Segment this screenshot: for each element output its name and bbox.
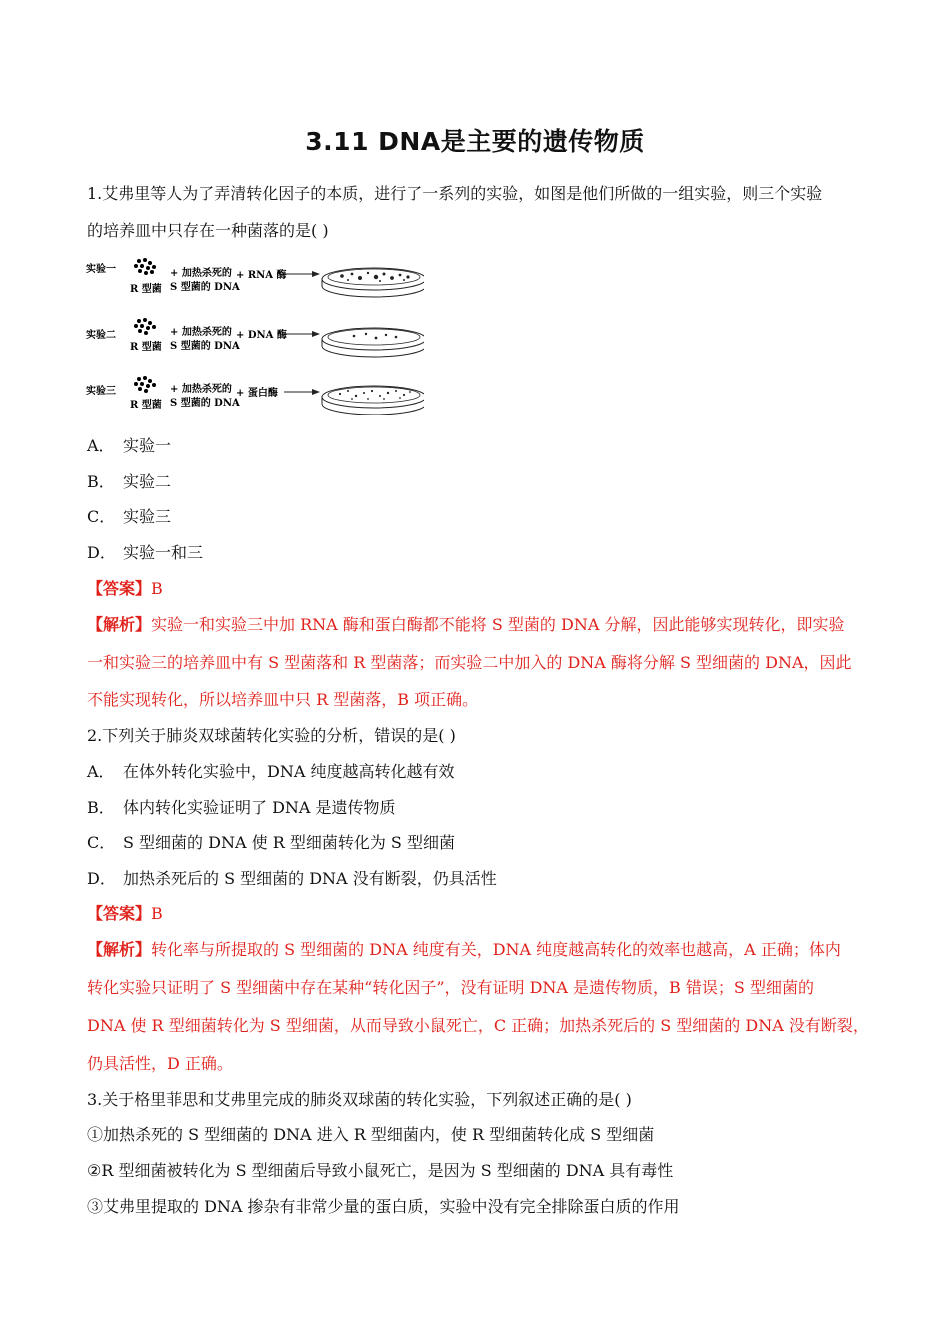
- experiment-row-2: [86, 318, 424, 357]
- page-title: 3.11 DNA是主要的遗传物质: [305, 127, 645, 156]
- enzyme-label: + 蛋白酶: [236, 388, 278, 399]
- analysis-2-line-1: [87, 939, 877, 961]
- experiment-row-3: [86, 376, 424, 415]
- analysis-2-line-3: DNA 使 R 型细菌转化为 S 型细菌，从而导致小鼠死亡，C 正确；加热杀死后的 S 型细菌的 DNA 没有断裂，: [87, 1016, 869, 1035]
- question-1-stem-line-1: 1.艾弗里等人为了弄清转化因子的本质，进行了一系列的实验，如图是他们所做的一组实验，则三个实验: [87, 184, 823, 203]
- option-label: B．: [87, 798, 115, 817]
- experiment-row-1: [86, 258, 424, 297]
- statement-1: ①加热杀死的 S 型细菌的 DNA 进入 R 型细菌内，使 R 型细菌转化成 S 型细菌: [87, 1125, 655, 1144]
- heat-killed-label: + 加热杀死的: [170, 268, 232, 279]
- option-text: 在体外转化实验中，DNA 纯度越高转化越有效: [123, 762, 455, 781]
- option-text: 实验二: [123, 472, 172, 491]
- analysis-1-line-2: 一和实验三的培养皿中有 S 型菌落和 R 型菌落；而实验二中加入的 DNA 酶将分解 S 型细菌的 DNA，因此: [87, 653, 852, 672]
- r-strain-label: R 型菌: [130, 284, 162, 295]
- option-d: [87, 542, 877, 564]
- answer-value: B: [151, 579, 163, 598]
- option-c: [87, 832, 877, 854]
- analysis-tag: 【解析】: [87, 940, 152, 959]
- option-a: [87, 761, 877, 783]
- experiment-label: 实验二: [86, 330, 116, 341]
- petri-dish-icon: [322, 328, 424, 357]
- analysis-text: 实验一和实验三中加 RNA 酶和蛋白酶都不能将 S 型菌的 DNA 分解，因此能够实现转化，即实验: [151, 615, 845, 634]
- option-label: C．: [87, 507, 116, 526]
- petri-dish-icon: [322, 386, 424, 415]
- arrow-head-icon: [312, 331, 320, 337]
- option-c: [87, 506, 877, 528]
- experiment-label: 实验三: [86, 386, 116, 397]
- option-text: 加热杀死后的 S 型细菌的 DNA 没有断裂，仍具活性: [123, 869, 497, 888]
- option-b: [87, 797, 877, 819]
- petri-dish-icon: [322, 268, 424, 297]
- s-dna-label: S 型菌的 DNA: [170, 341, 240, 352]
- arrow-head-icon: [312, 389, 320, 395]
- experiment-label: 实验一: [86, 264, 116, 275]
- analysis-1-line-1: [87, 614, 877, 636]
- answer-2: [87, 903, 877, 925]
- enzyme-label: + RNA 酶: [236, 270, 287, 281]
- analysis-2-line-4: 仍具活性，D 正确。: [87, 1054, 233, 1073]
- analysis-2-line-2: 转化实验只证明了 S 型细菌中存在某种“转化因子”，没有证明 DNA 是遗传物质，B 错误；S 型细菌的: [87, 978, 814, 997]
- statement-3: ③艾弗里提取的 DNA 掺杂有非常少量的蛋白质，实验中没有完全排除蛋白质的作用: [87, 1197, 680, 1216]
- option-a: [87, 435, 877, 457]
- heat-killed-label: + 加热杀死的: [170, 327, 232, 338]
- arrow-head-icon: [312, 271, 320, 277]
- option-d: [87, 868, 877, 890]
- bacteria-cluster-icon: [134, 318, 156, 335]
- option-label: D．: [87, 869, 116, 888]
- heat-killed-label: + 加热杀死的: [170, 384, 232, 395]
- option-label: C．: [87, 833, 116, 852]
- bacteria-cluster-icon: [134, 258, 156, 275]
- analysis-text: 转化率与所提取的 S 型细菌的 DNA 纯度有关，DNA 纯度越高转化的效率也越高，A 正确；体内: [151, 940, 841, 959]
- r-strain-label: R 型菌: [130, 342, 162, 353]
- option-label: A．: [87, 762, 115, 781]
- analysis-tag: 【解析】: [87, 615, 152, 634]
- experiment-figure: [84, 255, 424, 415]
- analysis-1-line-3: 不能实现转化，所以培养皿中只 R 型菌落，B 项正确。: [87, 690, 479, 709]
- answer-tag: 【答案】: [87, 904, 152, 923]
- question-1-stem-line-2: 的培养皿中只存在一种菌落的是( ): [87, 221, 329, 240]
- enzyme-label: + DNA 酶: [236, 330, 287, 341]
- question-2-stem: 2.下列关于肺炎双球菌转化实验的分析，错误的是( ): [87, 726, 456, 745]
- bacteria-cluster-icon: [134, 376, 156, 393]
- option-label: B．: [87, 472, 115, 491]
- answer-tag: 【答案】: [87, 579, 152, 598]
- statement-2: ②R 型细菌被转化为 S 型细菌后导致小鼠死亡，是因为 S 型细菌的 DNA 具有毒性: [87, 1161, 674, 1180]
- s-dna-label: S 型菌的 DNA: [170, 398, 240, 409]
- option-text: 实验三: [123, 507, 172, 526]
- option-text: S 型细菌的 DNA 使 R 型细菌转化为 S 型细菌: [123, 833, 455, 852]
- option-label: A．: [87, 436, 115, 455]
- r-strain-label: R 型菌: [130, 400, 162, 411]
- option-label: D．: [87, 543, 116, 562]
- answer-value: B: [151, 904, 163, 923]
- option-text: 体内转化实验证明了 DNA 是遗传物质: [123, 798, 396, 817]
- option-text: 实验一和三: [123, 543, 204, 562]
- s-dna-label: S 型菌的 DNA: [170, 282, 240, 293]
- option-b: [87, 471, 877, 493]
- answer-1: [87, 578, 877, 600]
- option-text: 实验一: [123, 436, 172, 455]
- question-3-stem: 3.关于格里菲思和艾弗里完成的肺炎双球菌的转化实验，下列叙述正确的是( ): [87, 1090, 632, 1109]
